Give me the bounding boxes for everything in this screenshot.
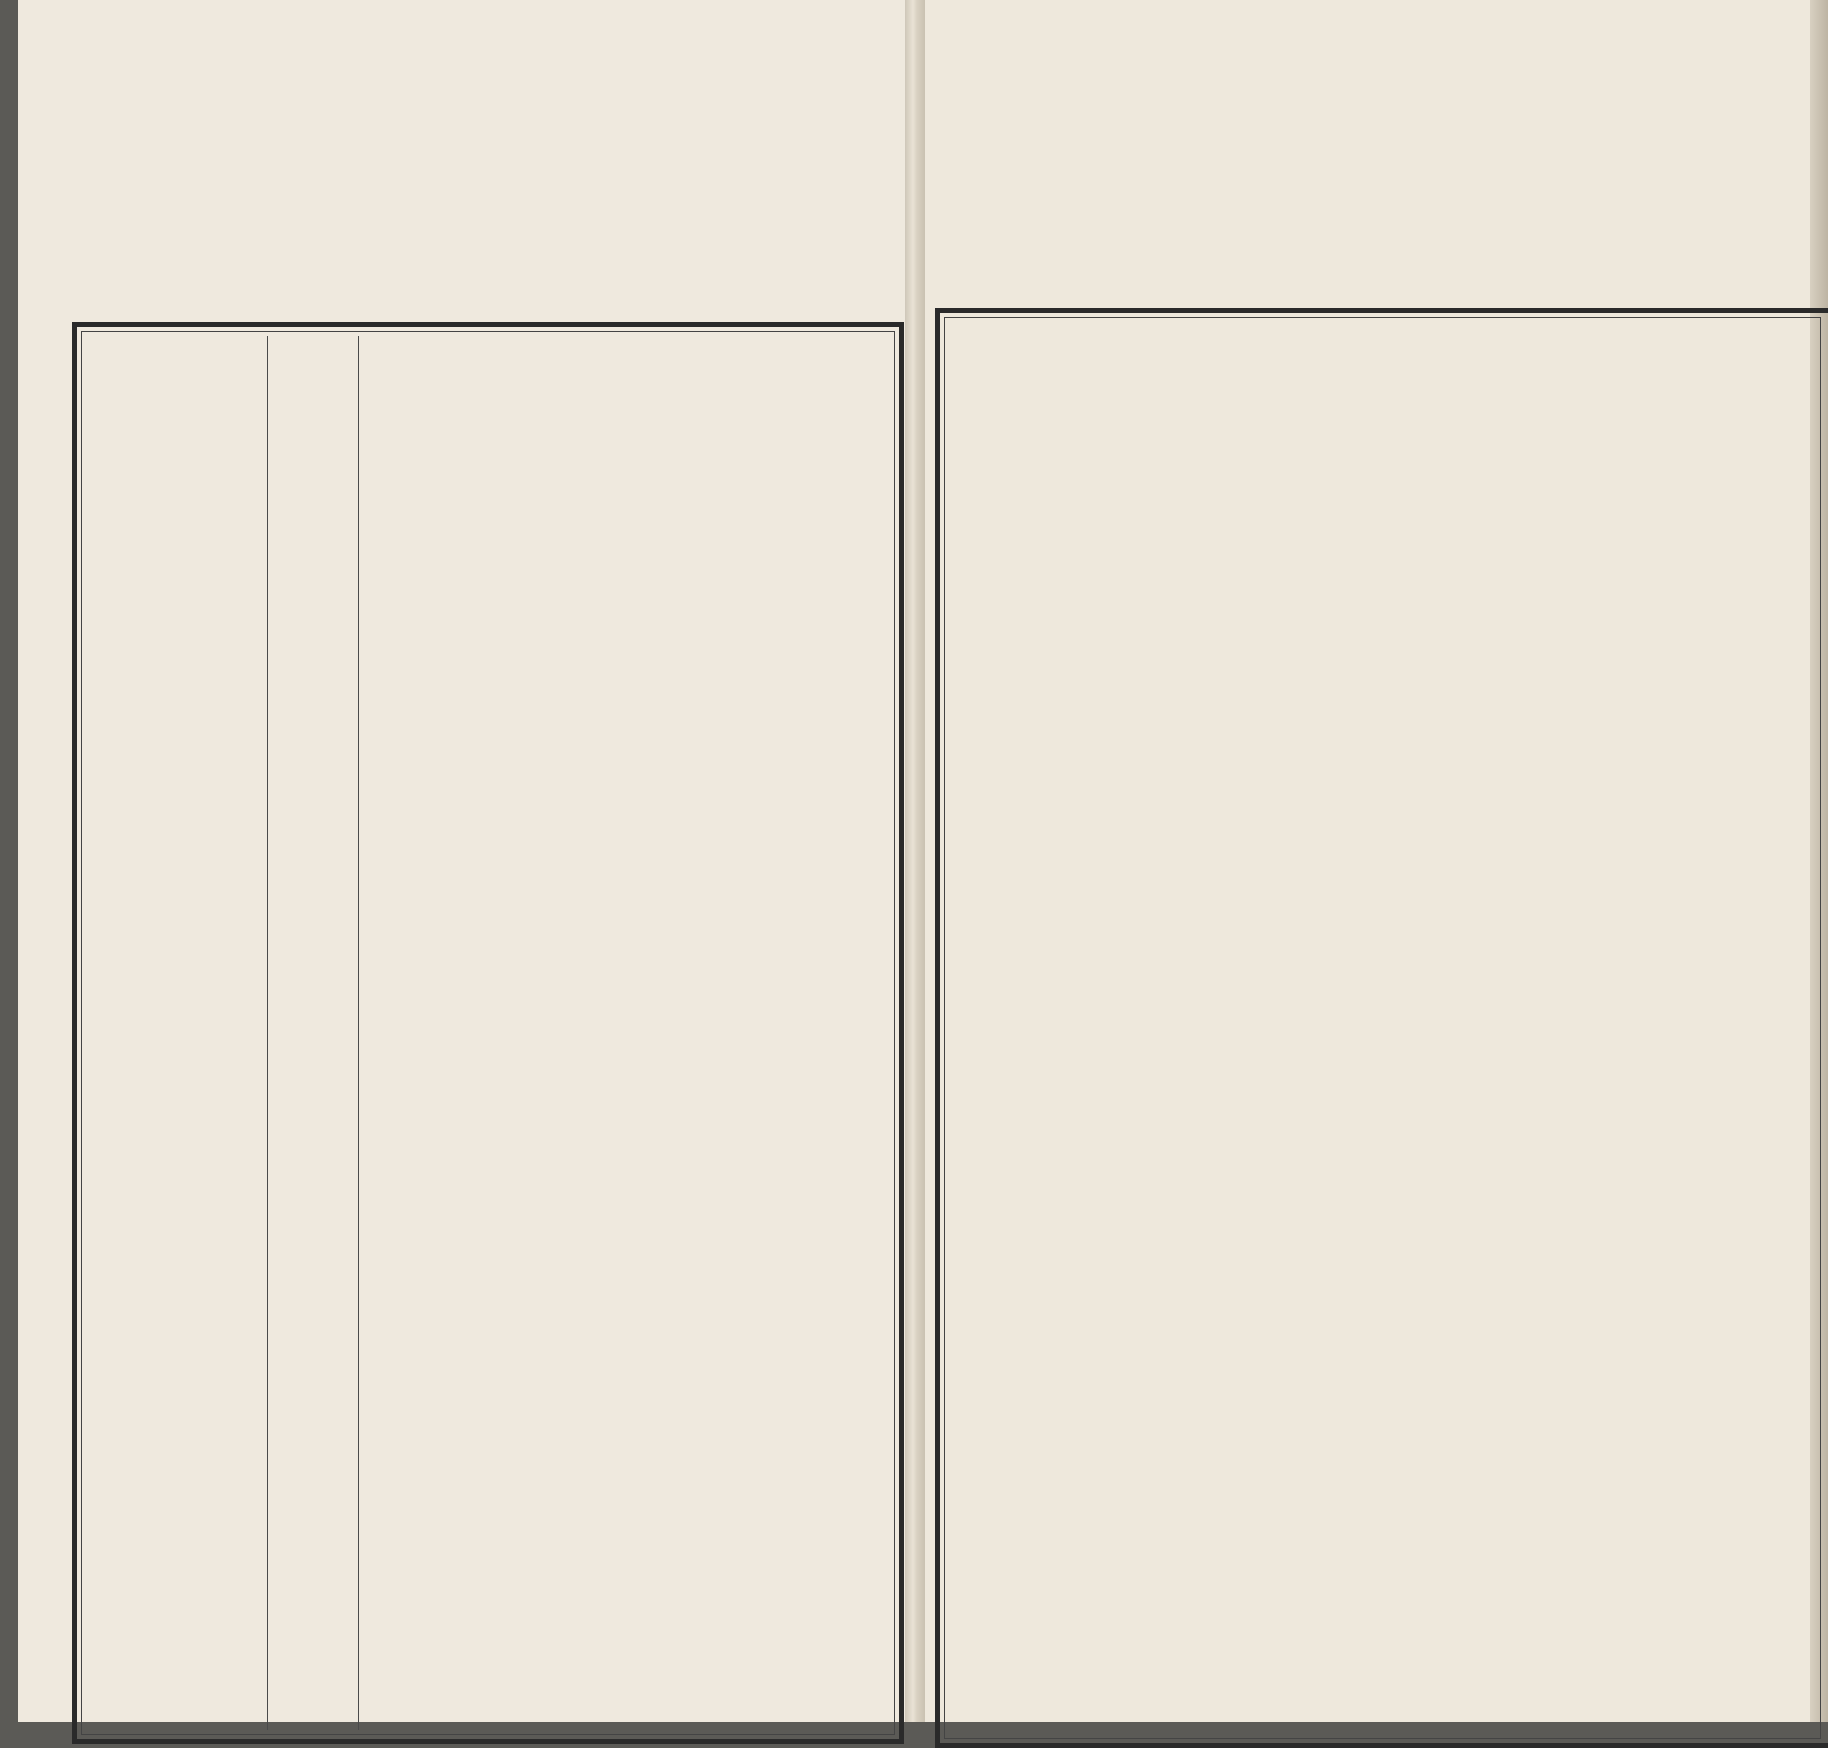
column-rule: [358, 336, 359, 1730]
column-rule: [267, 336, 268, 1730]
right-text-frame: [935, 308, 1828, 1748]
left-text-frame: [72, 322, 904, 1744]
book-gutter: [905, 0, 925, 1722]
